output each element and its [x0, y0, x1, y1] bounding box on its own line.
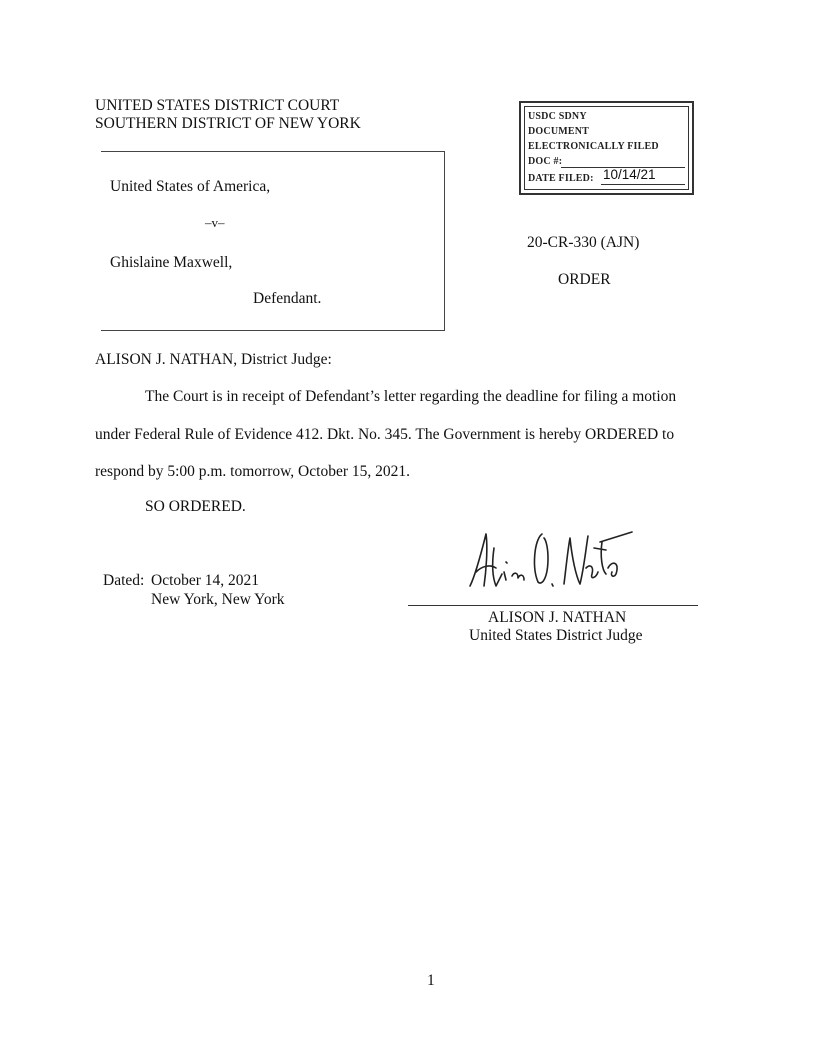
court-header — [95, 97, 361, 133]
stamp-document: DOCUMENT — [528, 126, 590, 137]
defendant-name: Ghislaine Maxwell, — [110, 254, 233, 271]
dated-place: New York, New York — [151, 591, 285, 608]
signer-title: United States District Judge — [469, 627, 643, 644]
stamp-court: USDC SDNY — [528, 111, 587, 122]
judge-intro: ALISON J. NATHAN, District Judge: — [95, 351, 332, 368]
stamp-date-underline — [601, 184, 685, 185]
judge-signature — [462, 528, 642, 598]
dated-date: October 14, 2021 — [151, 572, 260, 589]
plaintiff-name: United States of America, — [110, 178, 271, 195]
case-number: 20-CR-330 (AJN) — [527, 234, 640, 251]
order-text-line-2: under Federal Rule of Evidence 412. Dkt. No. 345. The Government is hereby ORDERED to — [95, 426, 675, 443]
stamp-date-value: 10/14/21 — [603, 167, 656, 182]
versus-mark: –v– — [205, 215, 225, 230]
signature-line — [408, 605, 698, 606]
document-type: ORDER — [558, 271, 611, 288]
so-ordered: SO ORDERED. — [145, 498, 246, 515]
order-text-line-1: The Court is in receipt of Defendant’s letter regarding the deadline for filing a motion — [145, 388, 677, 405]
dated-label: Dated: — [103, 572, 145, 589]
defendant-role: Defendant. — [253, 290, 322, 307]
stamp-doc-label: DOC #: — [528, 156, 563, 167]
filing-stamp — [519, 101, 694, 195]
court-district: SOUTHERN DISTRICT OF NEW YORK — [95, 115, 361, 132]
stamp-electronically-filed: ELECTRONICALLY FILED — [528, 141, 659, 152]
page-number: 1 — [427, 972, 435, 989]
court-name: UNITED STATES DISTRICT COURT — [95, 97, 340, 114]
order-text-line-3: respond by 5:00 p.m. tomorrow, October 15, 2021. — [95, 463, 410, 480]
signer-name: ALISON J. NATHAN — [488, 609, 627, 626]
stamp-date-label: DATE FILED: — [528, 173, 594, 184]
